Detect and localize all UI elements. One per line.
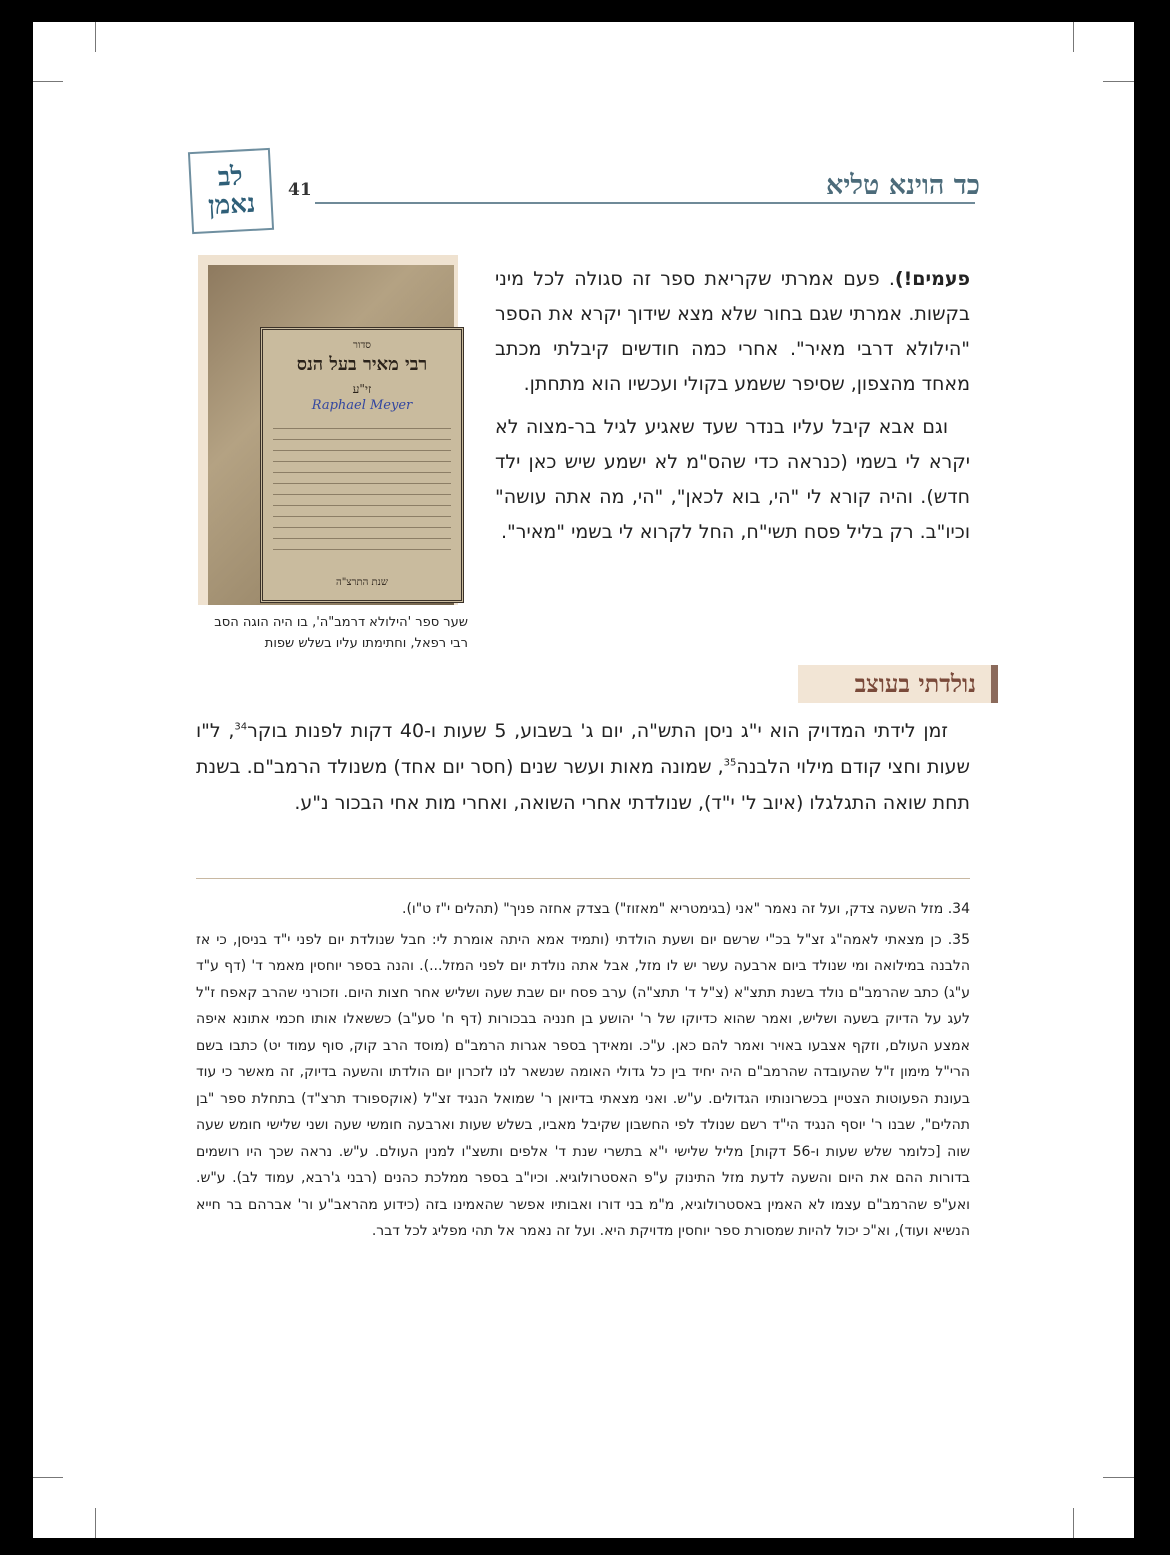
logo-line: לב: [217, 161, 244, 193]
photo-signature: Raphael Meyer: [311, 398, 413, 413]
footnote-ref[interactable]: 34: [234, 721, 248, 733]
photo-caption: שער ספר 'הילולא דרמב"ה', בו היה הוגה הסב רבי רפאל, וחתימתו עליו בשלש שפות: [214, 615, 468, 651]
paragraph-text: זמן לידתי המדויק הוא י"ג ניסן התש"ה, יום ג' בשבוע, 5 שעות ו-40 דקות לפנות בוקר: [247, 720, 948, 742]
bold-text: פעמים!): [894, 268, 970, 290]
footnote: 35. כן מצאתי לאמה"ג זצ"ל בכ"י שרשם יום ושעת הולדתי (ותמיד אמא היתה אומרת לי: חבל שנולדת יום לפני י"ד בניסן, כי אז הלבנה במילואה ומי שנולד ביום ארבעה עשר יש לו מזל, אבל אתה נולדת יום לפני המזל...). והנה בספר יוחסין מאמר ד' (דף ע"ד ע"ג) כתב שהרמב"ם נולד בשנת תתצ"א (צ"ל ד' תתצ"ה) ערב פסח יום שבת שעה ושליש אחר חצות היום. וזכורני שהרב קאפח ז"ל לעג על הדיוק בשעה ושליש, ואמר שהוא כדיוקו של ר' יהושע בן חנניה בבכורות (דף ח' סע"ב) כששאלו אותו חכמי אתונא איפה אמצע העולם, וזקף אצבעו באויר ואמר להם כאן. ע"כ. ומאידך בספר אגרות הרמב"ם (מוסד הרב קוק, סוף עמוד יט) כתבו בשם הרי"ל מימון ז"ל שהעובדה שהרמב"ם היה יחיד בין כל גדולי האומה שנשאר לנו לזכרון יום הולדתו והשעה בדיוק, זה מאשר כי עוד בעונת הפעוטות הצטיין בכשרונותיו הגדולים. ע"ש. ואני מצאתי בדיואן ר' שמואל הנגיד זצ"ל (אוקספורד תרצ"ד) בתחלת ספר "בן תהלים", שבנו ר' יוסף הנגיד הי"ד רשם שנולד לפי החשבון שקיבל מאביו, בשלש שעות וארבעה חומשי שעה ושני שלישי חומש שעה שוה [כלומר שלש שעות ו-56 דקות] מליל שלישי י"א בתשרי שנת ד' אלפים ותשצ"ו למנין העולם. ע"ש. נראה שכך היו רושמים בדורות ההם את היום והשעה לדעת מזל התינוק ע"פ האסטרולוגיא. וכיו"ב בספר ממלכת כהנים (רבני ג'רבא, עמוד לב). ע"ש. ואע"פ שהרמב"ם עצמו לא האמין באסטרולוגיא, מ"מ בני דורו ואבותיו אפשר שהאמינו בזה (כידוע מהראב"ע ור' אברהם בר חייא הנשיא ועוד), וא"כ יכול להיות שמסורת ספר יוחסין מדויקת היא. ועל זה נאמר אל תהי מפליג לכל דבר.: [196, 931, 970, 1239]
photo-text: שנת התרצ"ה: [336, 577, 388, 588]
title-page-frame: [260, 327, 464, 603]
crop-mark: [33, 1477, 63, 1478]
crop-mark: [1073, 1508, 1074, 1538]
logo-line: נאמן: [207, 188, 257, 222]
crop-mark: [1103, 81, 1134, 82]
heading-bar: [991, 665, 998, 703]
crop-mark: [1073, 22, 1074, 52]
book-title-page-photo: [198, 255, 458, 605]
page-number: 41: [288, 180, 312, 200]
photo-image: [208, 265, 454, 605]
paragraph-text: . פעם אמרתי שקריאת ספר זה סגולה לכל מיני בקשות. אמרתי שגם בחור שלא מצא שידוך יקרא את הספר "הילולא דרבי מאיר". אחרי כמה חודשים קיבלתי מכתב מאחד מהצפון, שסיפר ששמע בקולי ועכשיו הוא מתחתן.: [495, 268, 970, 395]
crop-mark: [95, 1508, 96, 1538]
paragraph: וגם אבא קיבל עליו בנדר שעד שאגיע לגיל בר-מצוה לא יקרא לי בשמי (כנראה כדי שהס"מ לא ישמע שיש כאן ילד חדש). והיה קורא לי "הי, בוא לכאן", "הי, מה אתה עושה" וכיו"ב. רק בליל פסח תשי"ח, החל לקרוא לי בשמי "מאיר".: [495, 416, 970, 543]
paragraph: [495, 262, 970, 402]
crop-mark: [1103, 1477, 1134, 1478]
crop-mark: [95, 22, 96, 52]
photo-title: רבי מאיר בעל הנס: [296, 354, 428, 375]
paragraph: [196, 713, 970, 821]
photo-text: זי"ע: [352, 382, 372, 396]
section-heading-text: נולדתי בעוצב: [854, 669, 976, 698]
footnotes: [196, 896, 970, 1249]
footnote: 34. מזל השעה צדק, ועל זה נאמר "אני (בגימטריא "מאזוז") בצדק אחזה פניך" (תהלים י"ז ט"ו).: [402, 901, 970, 917]
page-header: [190, 150, 980, 230]
printed-lines: [273, 422, 451, 550]
opening-paragraphs: [495, 262, 970, 558]
book-logo: [188, 148, 274, 234]
footnote-ref[interactable]: 35: [723, 757, 737, 769]
section-heading: [798, 665, 998, 703]
footnote-separator: [196, 878, 970, 879]
running-title: כד הוינא טליא: [826, 170, 980, 201]
photo-text: סדור: [353, 340, 371, 351]
crop-mark: [33, 81, 63, 82]
birth-paragraph: [196, 713, 970, 821]
header-rule: [315, 202, 975, 204]
paragraph-text: , ל"ו שעות וחצי קודם מילוי הלבנה: [196, 720, 970, 778]
paragraph-text: , שמונה מאות ועשר שנים (חסר יום אחד) משנולד הרמב"ם. בשנת תחת שואה התגלגלו (איוב ל' י"ד), שנולדתי אחרי השואה, ואחרי מות אחי הבכור נ"ע.: [196, 756, 970, 814]
